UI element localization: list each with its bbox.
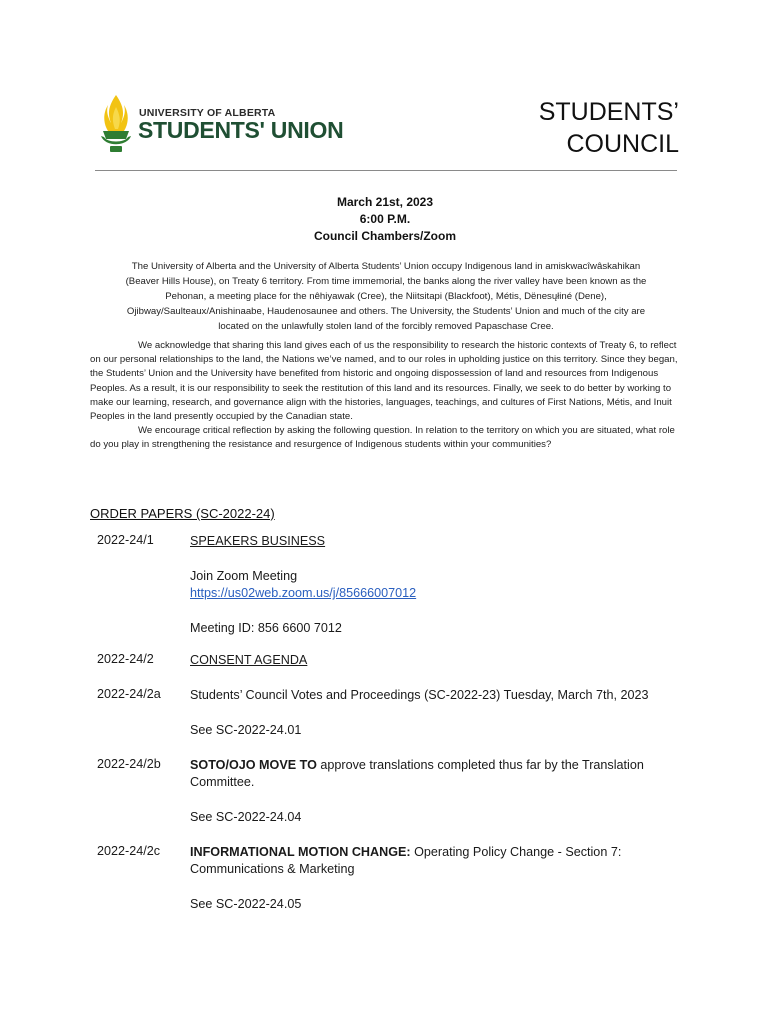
zoom-meeting-link[interactable]: https://us02web.zoom.us/j/85666007012 [190,586,417,600]
acknowledgement-paragraph: We acknowledge that sharing this land gives each of us the responsibility to research the historic contexts of Treaty 6, to reflect on our personal relationships to the land, the Nations we’ve named, and to our roles in upholding justice on this territory. Since they began, the Students’ Union and the University have benefited from historic and ongoing dispossession of land and resources from Indigenous Peoples. As a result, it is our responsibility to seek the restitution of this land and its resources. Finally, we seek to do better by working to make our learning, research, and governance align with the histories, languages, teachings, and cultures of First Nations, Métis, and Inuit Peoples in the land presently occupied by the Canadian state. [90,340,678,423]
motion-mover: SOTO/OJO MOVE TO [190,758,317,772]
order-papers-heading: ORDER PAPERS (SC-2022-24) [90,506,275,521]
motion-text [190,757,680,791]
item-number: 2022-24/1 [97,533,154,547]
item-number: 2022-24/2 [97,652,154,666]
land-line: Pehonan, a meeting place for the nêhiyawak (Cree), the Niitsitapi (Blackfoot), Métis, Dënesųłiné (Dene), [165,291,607,302]
land-line: The University of Alberta and the University of Alberta Students’ Union occupy Indigenous land in amiskwacîwâskahikan [131,261,641,272]
students-union-logo [99,93,349,155]
item-number: 2022-24/2a [97,687,161,701]
header-divider [95,170,677,171]
item-number: 2022-24/2b [97,757,161,771]
land-line: located on the unlawfully stolen land of the forcibly removed Papaschase Cree. [218,321,554,332]
title-line-2: COUNCIL [566,130,679,158]
motion-text [190,844,680,878]
meeting-info [0,194,770,245]
see-reference: See SC-2022-24.05 [190,897,302,911]
land-acknowledgement [95,259,677,334]
title-line-1: STUDENTS’ [538,98,679,126]
item-title: SPEAKERS BUSINESS [190,534,326,548]
flame-logo-icon [99,93,133,155]
zoom-link-row [190,585,680,602]
logo-university-text: UNIVERSITY OF ALBERTA [139,107,276,119]
see-reference: See SC-2022-24.01 [190,723,302,737]
meeting-location: Council Chambers/Zoom [313,229,456,243]
motion-body: Operating Policy Change - Section 7: Communications & Marketing [190,845,622,876]
reflection-paragraph: We encourage critical reflection by asking the following question. In relation to the territory on which you are situated, what role do you play in strengthening the resistance and resurgence of Indigenous students within your communities? [90,425,675,451]
item-text: Students’ Council Votes and Proceedings (SC-2022-23) Tuesday, March 7th, 2023 [190,688,649,702]
motion-label: INFORMATIONAL MOTION CHANGE: [190,845,411,859]
meeting-time: 6:00 P.M. [359,212,411,226]
land-line: (Beaver Hills House), on Treaty 6 territory. From time immemorial, the banks along the river valley have been known as the [125,276,647,287]
zoom-label: Join Zoom Meeting [190,569,298,583]
see-reference: See SC-2022-24.04 [190,810,302,824]
meeting-date: March 21st, 2023 [336,195,434,209]
logo-students-union-text: STUDENTS' UNION [138,117,344,143]
item-number: 2022-24/2c [97,844,161,858]
page-title [539,96,679,160]
motion-body: approve translations completed thus far by the Translation Committee. [190,758,644,789]
acknowledgement-text [90,339,680,453]
meeting-id: Meeting ID: 856 6600 7012 [190,621,342,635]
land-line: Ojibway/Saulteaux/Anishinaabe, Haudenosaunee and others. The University, the Students’ Union and much of the city are [126,306,646,317]
item-title: CONSENT AGENDA [190,653,308,667]
